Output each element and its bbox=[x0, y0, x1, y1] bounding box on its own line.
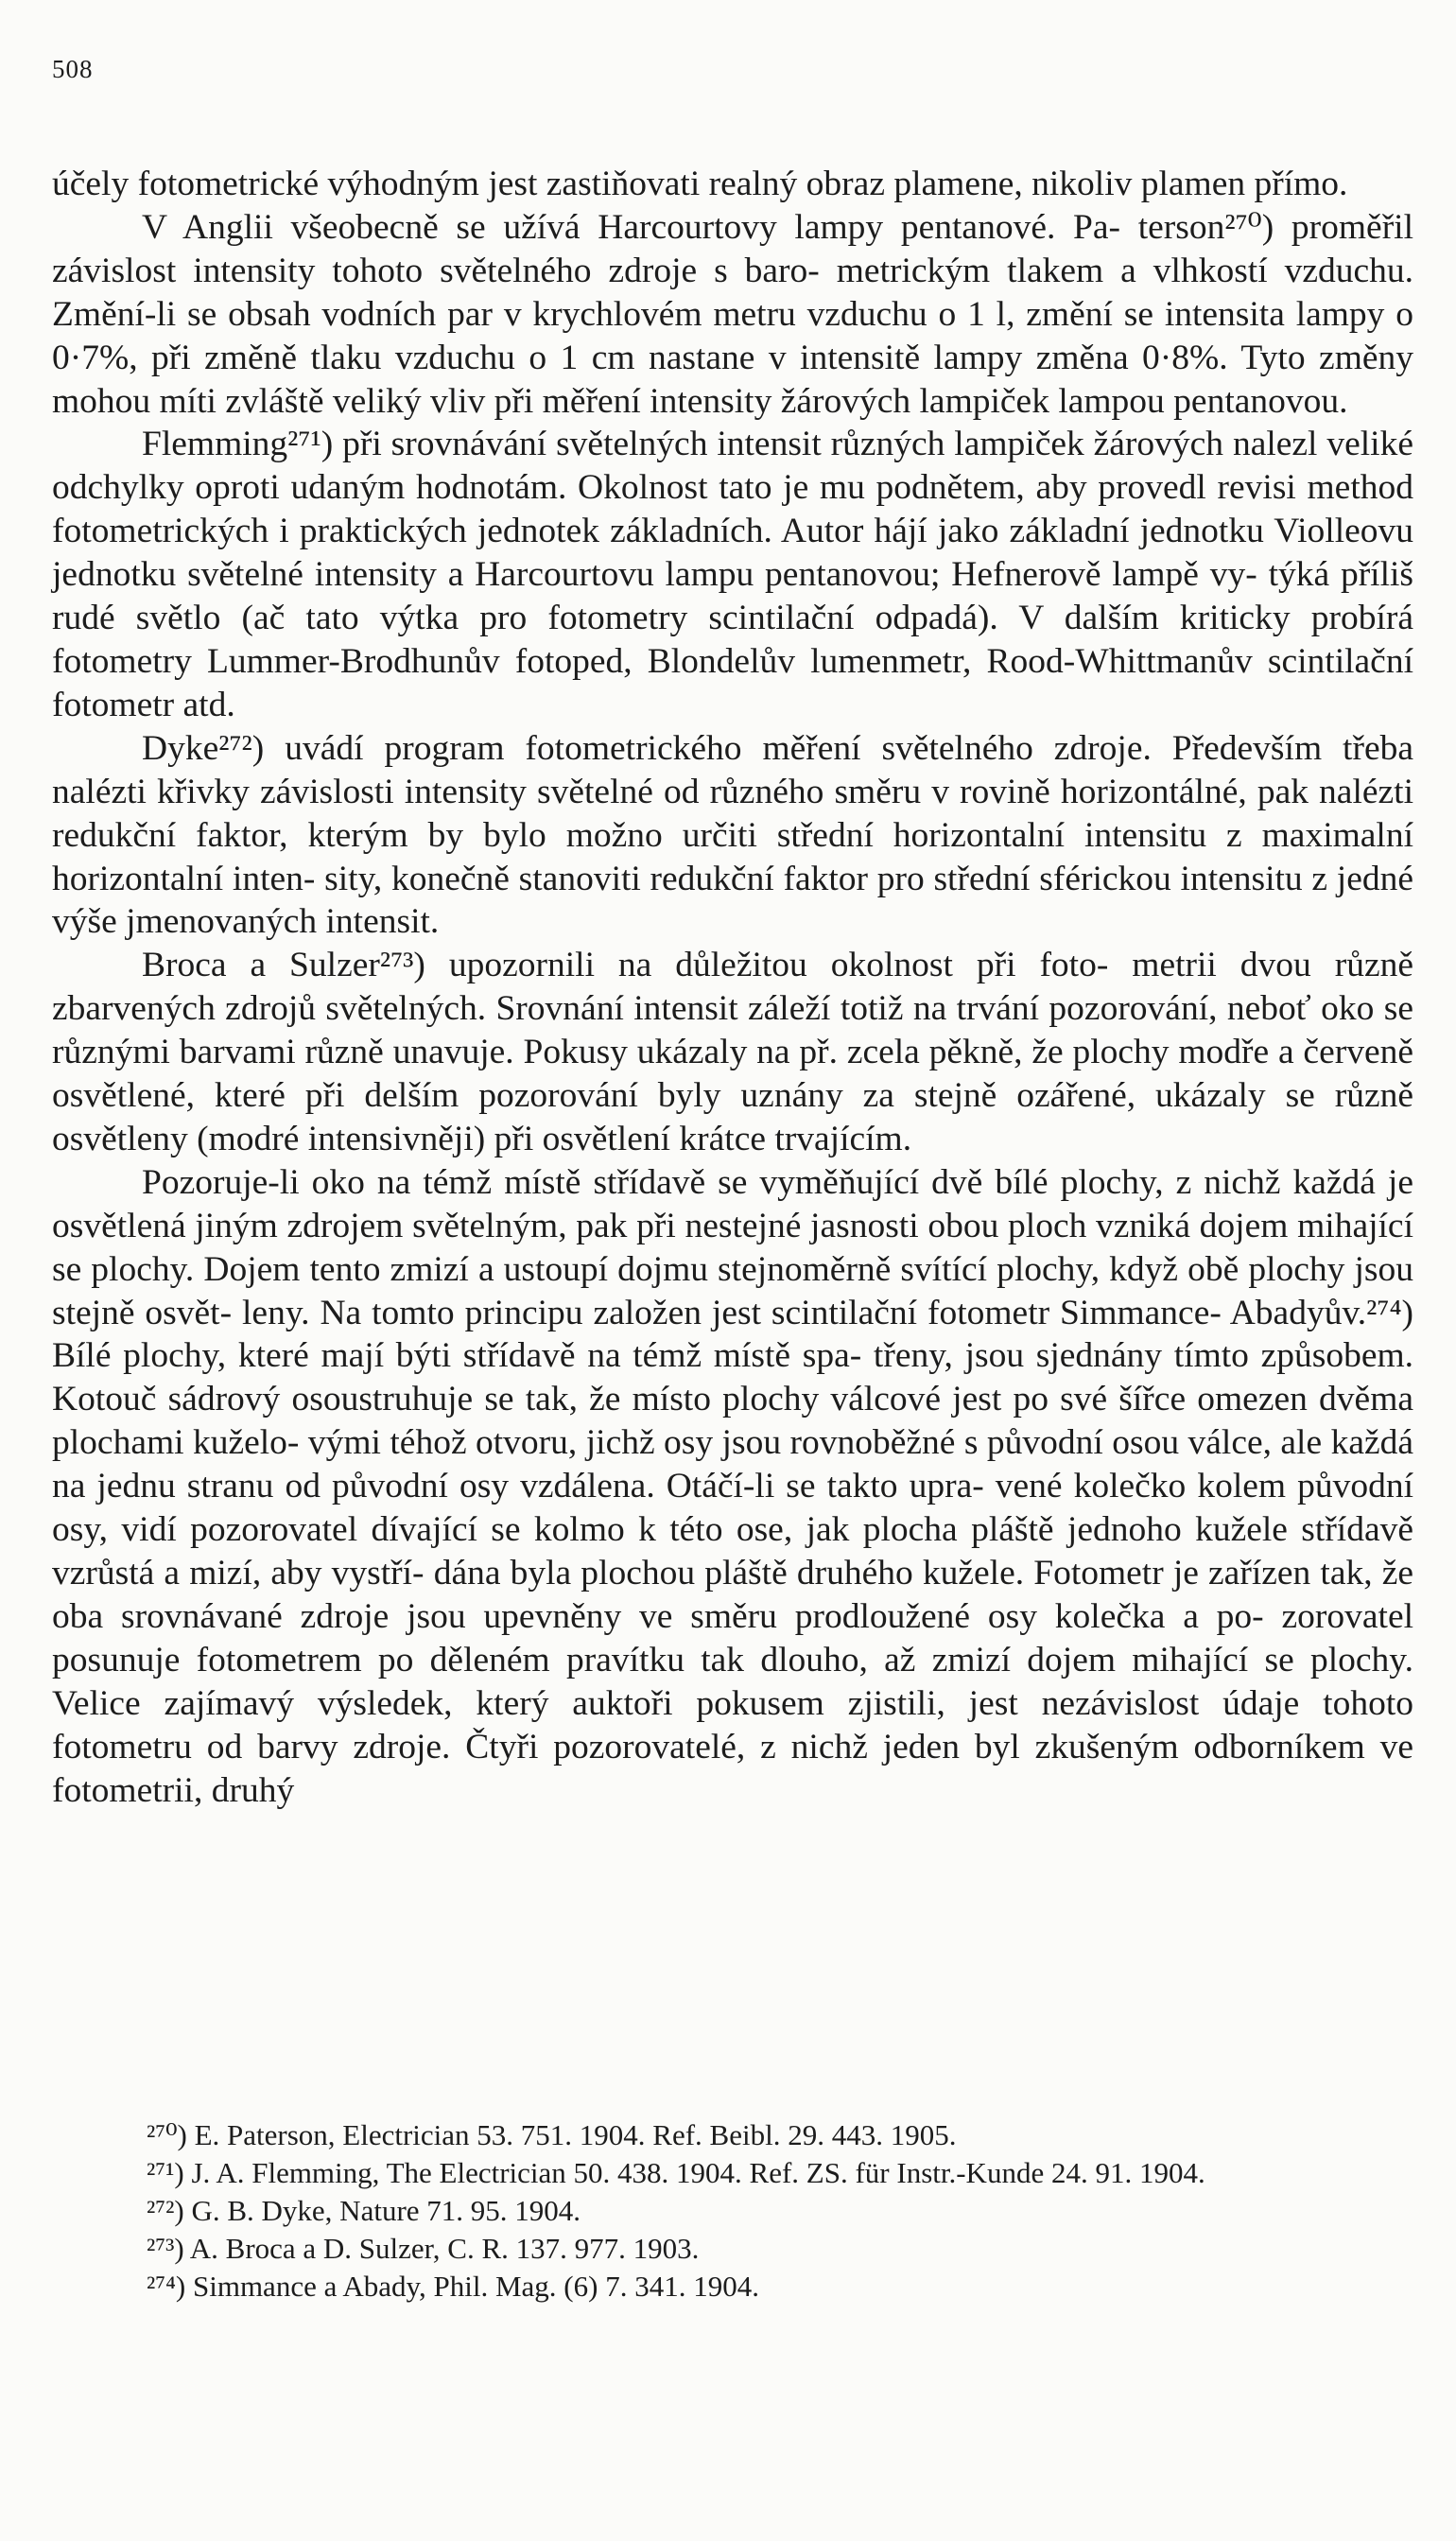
text-line: týká příliš rudé světlo (ač tato výtka pro fotometry scintilační odpadá). bbox=[52, 555, 1414, 638]
text-line: vené kolečko kolem původní osy, vidí pozorovatel dívající se kolmo k této bbox=[52, 1467, 1414, 1550]
footnote: ²⁷⁴) Simmance a Abady, Phil. Mag. (6) 7. 341. 1904. bbox=[147, 2270, 759, 2303]
text-line: je mu podnětem, aby provedl revisi method fotometrických i praktických bbox=[52, 468, 1413, 551]
footnote: ²⁷³) A. Broca a D. Sulzer, C. R. 137. 977. 1903. bbox=[147, 2232, 700, 2265]
text-line: jednotek základních. Autor hájí jako základní jednotku Violleovu jednotku bbox=[52, 512, 1414, 595]
text-line: směru v rovině horizontálné, pak nalézti redukční faktor, kterým by bylo bbox=[52, 772, 1413, 855]
text-line: Především třeba nalézti křivky závislosti intensity světelné od různého bbox=[52, 728, 1413, 811]
text-line: že místo plochy válcové jest po své šířce omezen dvěma plochami kuželo- bbox=[52, 1380, 1414, 1463]
paragraph bbox=[52, 727, 1413, 945]
text-line: Pokusy ukázaly na př. zcela pěkně, že plochy modře a červeně osvětlené, bbox=[52, 1033, 1413, 1116]
text-line: pozorovatelé, z nichž jeden byl zkušeným odborníkem ve fotometrii, druhý bbox=[52, 1727, 1414, 1810]
text-line: leny. Na tomto principu založen jest scintilační fotometr Simmance- bbox=[242, 1293, 1222, 1332]
text-line: každá na jednu stranu od původní osy vzdálena. Otáčí-li se takto upra- bbox=[52, 1423, 1413, 1506]
body-text bbox=[52, 163, 1413, 1812]
text-line: možno určiti střední horizontalní intensitu z maximalní horizontalní inten- bbox=[52, 815, 1414, 898]
text-line: a ustoupí dojmu stejnoměrně svítící plochy, když obě plochy jsou stejně osvět- bbox=[52, 1249, 1414, 1332]
footnote: ²⁷¹) J. A. Flemming, The Electrician 50. 438. 1904. Ref. ZS. für Instr.-Kunde 24. 91. 1904. bbox=[147, 2156, 1205, 2189]
footnotes bbox=[52, 2116, 1413, 2306]
text-line: výše jmenovaných intensit. bbox=[52, 902, 440, 942]
text-line: sity, konečně stanoviti redukční faktor pro střední sférickou intensitu z jedné bbox=[324, 859, 1413, 898]
footnote: ²⁷²) G. B. Dyke, Nature 71. 95. 1904. bbox=[147, 2194, 581, 2227]
text-line: V dalším kriticky probírá fotometry Lummer-Brodhunův fotoped, Blondelův bbox=[52, 599, 1413, 681]
text-line: zorovatel posunuje fotometrem po děleném pravítku tak dlouho, až zmizí bbox=[52, 1596, 1414, 1679]
text-line: změně tlaku vzduchu o 1 cm nastane v intensitě lampy změna 0·8%. Tyto bbox=[204, 338, 1306, 377]
text-line: metrii dvou různě zbarvených zdrojů světelných. Srovnání intensit záleží bbox=[52, 946, 1413, 1029]
text-line: Broca a Sulzer²⁷³) upozornili na důležitou okolnost při foto- bbox=[142, 946, 1109, 985]
text-line: jasnosti obou ploch vzniká dojem mihající se plochy. Dojem tento zmizí bbox=[52, 1206, 1413, 1289]
paragraph bbox=[52, 1161, 1413, 1813]
text-line: světelné intensity a Harcourtovu lampu pentanovou; Hefnerově lampě vy- bbox=[187, 555, 1257, 595]
text-line: dána byla plochou pláště druhého kužele. Fotometr je zařízen tak, že oba bbox=[52, 1554, 1414, 1636]
text-line: vými téhož otvoru, jichž osy jsou rovnoběžné s původní osou válce, ale bbox=[307, 1423, 1323, 1463]
text-line: z nichž každá je osvětlená jiným zdrojem světelným, pak při nestejné bbox=[52, 1162, 1413, 1245]
page-number: 508 bbox=[52, 55, 94, 83]
paragraph bbox=[52, 163, 1413, 206]
text-line: účely fotometrické výhodným jest zastiňovati realný obraz plamene, nikoliv bbox=[52, 165, 1133, 203]
text-line: lumenmetr, Rood-Whittmanův scintilační fotometr atd. bbox=[52, 641, 1413, 724]
text-line: totiž na trvání pozorování, neboť oko se různými barvami různě unavuje. bbox=[52, 989, 1414, 1072]
text-line: zjistili, jest nezávislost údaje tohoto fotometru od barvy zdroje. Čtyři bbox=[52, 1683, 1414, 1767]
text-line: metrickým tlakem a vlhkostí vzduchu. Změní-li se obsah vodních par bbox=[52, 251, 1413, 334]
text-line: Pozoruje-li oko na témž místě střídavě se vyměňující dvě bílé plochy, bbox=[142, 1162, 1164, 1202]
paragraph bbox=[52, 944, 1413, 1161]
text-line: žárových nalezl veliké odchylky oproti udaným hodnotám. Okolnost tato bbox=[52, 425, 1413, 508]
text-line: dojem mihající se plochy. Velice zajímavý výsledek, který auktoři pokusem bbox=[52, 1640, 1413, 1723]
text-line: změny mohou míti zvláště veliký vliv při měření intensity žárových lampiček bbox=[52, 338, 1414, 421]
text-line: které při delším pozorování byly uznány za stejně ozářené, ukázaly se bbox=[214, 1076, 1315, 1116]
text-line: Abadyův.²⁷⁴) Bílé plochy, které mají býti střídavě na témž místě spa- bbox=[52, 1293, 1414, 1376]
paragraph bbox=[52, 423, 1413, 726]
footnote: ²⁷⁰) E. Paterson, Electrician 53. 751. 1904. Ref. Beibl. 29. 443. 1905. bbox=[147, 2118, 957, 2151]
text-line: srovnávané zdroje jsou upevněny ve směru prodloužené osy kolečka a po- bbox=[120, 1596, 1264, 1636]
text-line: třeny, jsou sjednány tímto způsobem. Kotouč sádrový osoustruhuje se tak, bbox=[52, 1336, 1414, 1419]
text-line: ose, jak plocha pláště jednoho kužele střídavě vzrůstá a mizí, aby vystří- bbox=[52, 1510, 1414, 1592]
text-line: lampou pentanovou. bbox=[1058, 381, 1348, 421]
text-line: V Anglii všeobecně se užívá Harcourtovy lampy pentanové. Pa- bbox=[142, 207, 1121, 247]
text-line: plamen přímo. bbox=[1140, 165, 1348, 203]
text-line: terson²⁷⁰) proměřil závislost intensity tohoto světelného zdroje s baro- bbox=[52, 207, 1414, 290]
text-line: Flemming²⁷¹) při srovnávání světelných intensit různých lampiček bbox=[142, 425, 1084, 464]
text-line: v krychlovém metru vzduchu o 1 l, změní se intensita lampy o 0·7%, při bbox=[52, 294, 1414, 377]
paragraph bbox=[52, 206, 1413, 424]
text-line: Dyke²⁷²) uvádí program fotometrického měření světelného zdroje. bbox=[142, 728, 1152, 768]
text-line: různě osvětleny (modré intensivněji) při osvětlení krátce trvajícím. bbox=[52, 1076, 1414, 1158]
